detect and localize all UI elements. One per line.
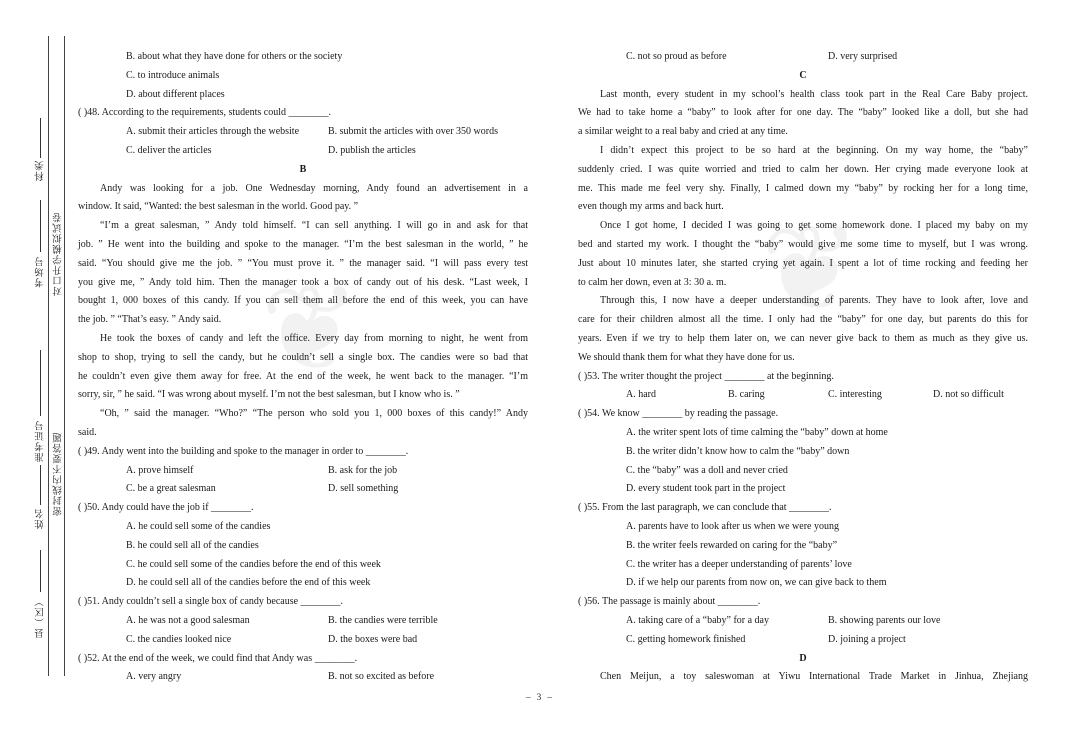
text-line: “Oh, ” said the manager. “Who?” “The person who sold you 1, 000 boxes of this candy!” Andy [100, 408, 528, 420]
text-line: C. getting homework finished [626, 633, 746, 645]
text-line: ( )55. From the last paragraph, we can conclude that ________. [578, 502, 832, 514]
text-line: ( )51. Andy couldn’t sell a single box of candy because ________. [78, 596, 344, 608]
text-line: B. about what they have done for others or the society [126, 51, 343, 62]
county-blank [40, 550, 41, 592]
text-line: you give me, ” Andy told him. Then the manager took a box of candy out of his desk. “Last week, I [78, 276, 528, 288]
text-line: Chen Meijun, a toy saleswoman at Yiwu International Trade Market in Jinhua, Zhejiang [600, 671, 1028, 683]
option-text: B. not so excited as before [328, 671, 435, 683]
text-line: C. be a great salesman [126, 483, 216, 495]
room-label: 考场号 [36, 256, 46, 288]
option-text: C. interesting [828, 389, 882, 401]
text-line: A. parents have to look after us when we were young [626, 521, 839, 532]
text-line: D. he could sell all of the candies before the end of this week [126, 577, 371, 589]
option-text: B. the candies were terrible [328, 615, 438, 626]
name-label: 姓名 [36, 508, 46, 529]
text-line: the job. ” “That’s easy. ” Andy said. [78, 314, 222, 326]
text-line: He took the boxes of candy and left the office. Every day from morning to night, he went from [100, 333, 528, 344]
text-line: he couldn’t even give them away for free. At the end of the week, he went back to the manager. “I’m [78, 370, 528, 382]
text-line: bed and started my work. I thought the “baby” would give me some time to myself, but I was wrong. [578, 239, 1028, 250]
text-line: B. he could sell all of the candies [126, 539, 259, 551]
text-line: ( )49. Andy went into the building and spoke to the manager in order to ________. [78, 445, 409, 457]
text-line: D. if we help our parents from now on, we can give back to them [626, 577, 887, 589]
text-line: A. hard [626, 389, 656, 401]
exam-title: 对口升学模拟试卷 [54, 212, 64, 296]
name-blank [40, 465, 41, 505]
option-text: B. caring [728, 389, 765, 401]
text-line: suddenly cried. I was quite worried and tried to calm her down. Her crying made everyone look at [578, 163, 1028, 175]
text-line: ( )50. Andy could have the job if ________. [78, 502, 254, 514]
text-line: C. the “baby” was a doll and never cried [626, 464, 788, 476]
exam-id-blank [40, 350, 41, 416]
exam-id-label: 准考证号 [36, 420, 46, 462]
text-line: We had to take home a “baby” to look after for one day. The “baby” looked like a doll, but she had [578, 107, 1028, 119]
text-line: years. Even if we try to help them later on, we can never give back to them as much as they give us. [578, 333, 1028, 344]
option-text: B. showing parents our love [828, 615, 941, 626]
text-line: ( )53. The writer thought the project ________ at the beginning. [578, 370, 834, 382]
text-line: C. the candies looked nice [126, 633, 232, 645]
text-line: C. deliver the articles [126, 145, 212, 156]
watermark: ❦ [760, 203, 861, 336]
text-line: job. ” He went into the building and spoke to the manager. “I’m the best salesman in the world, ” he [78, 239, 528, 250]
text-line: a similar weight to a real baby and cried at any time. [578, 126, 788, 138]
text-line: ( )52. At the end of the week, we could find that Andy was ________. [78, 652, 358, 664]
text-line: A. he could sell some of the candies [126, 521, 271, 532]
seal-line [64, 36, 65, 676]
option-text: D. very surprised [828, 51, 898, 62]
option-text: B. submit the articles with over 350 words [328, 126, 498, 138]
text-line: I didn’t expect this project to be so hard at the beginning. On my way home, the “baby” [600, 145, 1028, 156]
text-line: A. the writer spent lots of time calming the “baby” down at home [626, 427, 888, 438]
section-heading: B [299, 163, 307, 175]
text-line: B. the writer feels rewarded on caring for the “baby” [626, 539, 838, 551]
option-text: D. joining a project [828, 633, 906, 645]
page-number: – 3 – [526, 692, 554, 702]
text-line: C. the writer has a deeper understanding of parents’ love [626, 558, 852, 570]
option-text: D. publish the articles [328, 145, 416, 156]
text-line: bought 1, 000 boxes of this candy. If you can sell them all before the end of this week, you can have [78, 295, 528, 307]
binding-margin [0, 0, 72, 733]
option-text: D. not so difficult [933, 389, 1004, 401]
text-line: Last month, every student in my school’s health class took part in the Real Care Baby project. [600, 88, 1028, 100]
text-line: to calm her down, even at 3: 30 a. m. [578, 276, 727, 288]
seal-line [48, 36, 49, 676]
text-line: C. not so proud as before [626, 51, 727, 62]
text-line: ( )48. According to the requirements, students could ________. [78, 107, 332, 119]
watermark: ❦ [260, 263, 361, 396]
section-heading: C [799, 69, 807, 81]
county-label: 县（区） [36, 596, 46, 638]
text-line: D. every student took part in the project [626, 483, 786, 495]
text-line: ( )54. We know ________ by reading the passage. [578, 408, 779, 420]
text-line: sorry, sir, ” he said. “I was wrong about myself. I’m not the best salesman, but I know who is. ” [78, 389, 460, 401]
option-text: D. sell something [328, 483, 399, 495]
text-line: B. the writer didn’t know how to calm the “baby” down [626, 445, 850, 457]
seal-warning: 密封线内不要答题 [54, 432, 64, 516]
subject-blank [40, 118, 41, 158]
room-blank [40, 200, 41, 252]
text-line: Once I got home, I decided I was going to get some homework done. I placed my baby on my [600, 220, 1028, 232]
text-line: said. “You should give me the job. ” “You must prove it. ” the manager said. “I will pass every test [78, 257, 528, 269]
text-line: D. about different places [126, 88, 225, 100]
text-line: A. taking care of a “baby” for a day [626, 615, 769, 626]
text-line: Andy was looking for a job. One Wednesday morning, Andy found an advertisement in a [100, 182, 528, 194]
text-line: ( )56. The passage is mainly about ________. [578, 596, 761, 608]
text-line: C. to introduce animals [126, 69, 220, 81]
text-line: A. very angry [126, 671, 182, 683]
text-line: even though my arms and back hurt. [578, 201, 724, 213]
text-line: “I’m a great salesman, ” Andy told himself. “I can sell anything. I will go in and ask for that [100, 220, 528, 232]
text-line: Through this, I now have a deeper understanding of parents. They have to look after, love and [600, 295, 1028, 307]
text-line: C. he could sell some of the candies before the end of this week [126, 558, 381, 570]
section-heading: D [799, 652, 807, 664]
text-line: said. [78, 427, 97, 438]
text-line: window. It said, “Wanted: the best salesman in the world. Good pay. ” [78, 201, 359, 213]
option-text: D. the boxes were bad [328, 633, 418, 645]
text-line: me. This made me feel very shy. Finally, I calmed down my “baby” by rocking her for a long time, [578, 182, 1028, 194]
text-line: A. submit their articles through the website [126, 126, 300, 138]
text-line: A. he was not a good salesman [126, 615, 250, 626]
text-line: care for their children almost all the time. I only had the “baby” for one day, but parents do this for [578, 314, 1028, 326]
text-line: Just about 10 minutes later, she started crying yet again. I spent a lot of time rocking and feeding her [578, 257, 1028, 269]
subject-label: 科类 [36, 160, 46, 181]
text-line: A. prove himself [126, 464, 194, 476]
text-line: shop to shop, trying to sell the candy, but he couldn’t sell a single box. The candies were so bad that [78, 351, 528, 363]
text-line: We should thank them for what they have done for us. [578, 351, 795, 363]
option-text: B. ask for the job [328, 464, 398, 476]
